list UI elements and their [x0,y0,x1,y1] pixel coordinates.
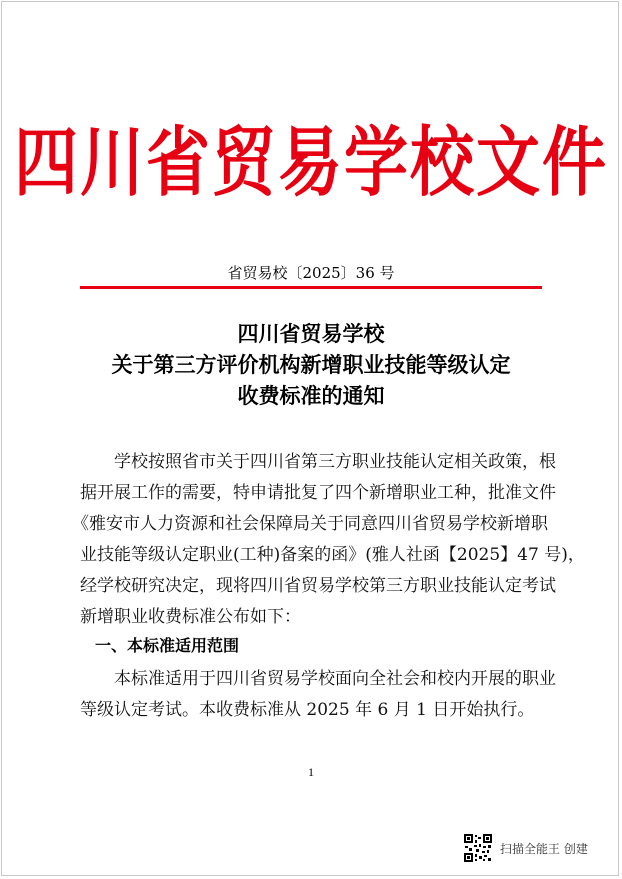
red-divider-line [80,286,542,289]
body-line-1: 学校按照省市关于四川省第三方职业技能认定相关政策，根 [114,452,556,472]
body-line-6: 新增职业收费标准公布如下： [80,607,301,627]
title-line-2: 关于第三方评价机构新增职业技能等级认定 [111,352,511,377]
body-line-3: 《雅安市人力资源和社会保障局关于同意四川省贸易学校新增职 [72,514,548,534]
body-line-2: 据开展工作的需要，特申请批复了四个新增职业工种，批准文件 [80,483,556,503]
title-line-1: 四川省贸易学校 [237,321,385,346]
scanner-watermark [464,834,588,862]
document-number: 省贸易校〔2025〕36 号 [227,264,395,282]
body-line-5: 经学校研究决定，现将四川省贸易学校第三方职业技能认定考试 [80,576,556,596]
document-header-title: 四川省贸易学校文件 [14,118,608,208]
section-heading: 一、本标准适用范围 [95,636,240,655]
section-line-2: 等级认定考试。本收费标准从 2025 年 6 月 1 日开始执行。 [80,700,535,720]
page-number: 1 [308,765,314,779]
scanner-label: 扫描全能王 创建 [500,841,588,856]
section-line-1: 本标准适用于四川省贸易学校面向全社会和校内开展的职业 [114,669,556,689]
title-line-3: 收费标准的通知 [237,383,385,408]
body-line-4: 业技能等级认定职业(工种)备案的函》(雅人社函【2025】47 号)， [80,545,585,565]
qr-code-icon [464,834,492,862]
